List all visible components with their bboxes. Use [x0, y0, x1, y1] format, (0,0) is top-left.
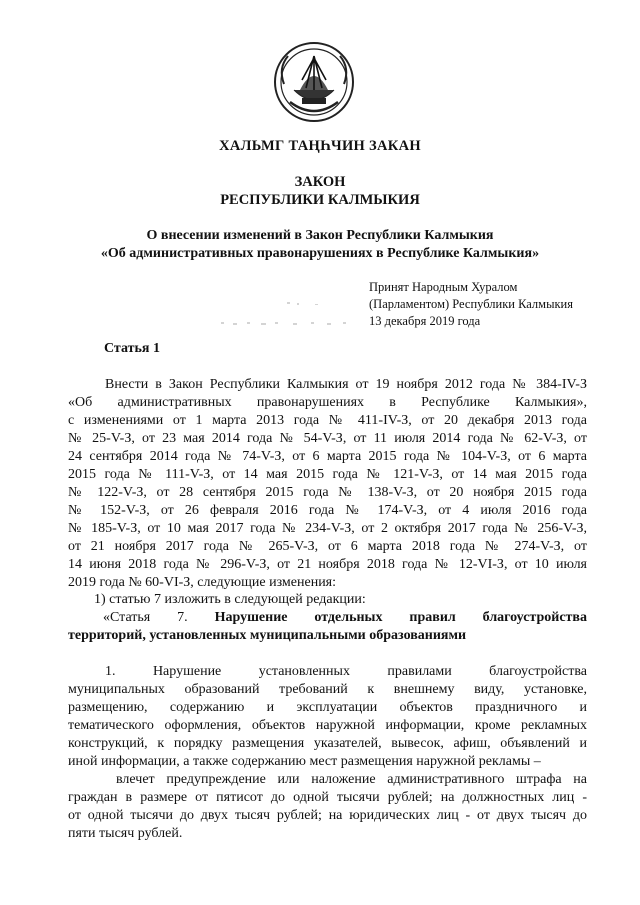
para1-line: муниципальных образований требований к внешнему виду, установке,: [68, 682, 587, 697]
kalmyk-law-title: ХАЛЬМГ ТАҢҺЧИН ЗАКАН: [219, 138, 421, 154]
intro-line: «Об административных правонарушениях в Республике Калмыкия»,: [68, 395, 587, 410]
para2-line: граждан в размере от пятисот до одной тысячи рублей; на должностных лиц -: [68, 790, 587, 805]
adoption-line: Принят Народным Хуралом: [369, 280, 518, 294]
law-title-line-2: «Об административных правонарушениях в Республике Калмыкия»: [100, 246, 540, 261]
intro-line: № 122-V-З, от 28 сентября 2015 года № 138-V-З, от 20 ноября 2015 года: [68, 485, 587, 500]
republic-heading: РЕСПУБЛИКИ КАЛМЫКИЯ: [220, 192, 420, 208]
intro-line: 14 июня 2018 года № 296-V-З, от 21 ноября 2018 года № 12-VI-З, от 10 июля: [68, 557, 587, 572]
adoption-line: (Парламентом) Республики Калмыкия: [369, 297, 573, 311]
intro-line: от 21 ноября 2017 года № 265-V-З, от 6 марта 2018 года № 274-V-З, от: [68, 539, 587, 554]
law-title-line-1: О внесении изменений в Закон Республики Калмыкия: [146, 228, 494, 243]
new-article-title-a: Нарушение отдельных правил благоустройства: [214, 610, 587, 625]
intro-line: Внести в Закон Республики Калмыкия от 19 ноября 2012 года № 384-IV-З: [105, 377, 587, 392]
para1-line: 1. Нарушение установленных правилами благоустройства: [105, 664, 587, 679]
new-article-title-b: территорий, установленных муниципальными образованиями: [68, 628, 467, 643]
intro-line: с изменениями от 1 марта 2013 года № 411-IV-З, от 20 декабря 2013 года: [68, 413, 587, 428]
new-article-title: [103, 609, 587, 627]
intro-line: 24 сентября 2014 года № 74-V-З, от 6 марта 2015 года № 104-V-З, от 6 марта: [68, 449, 587, 464]
intro-line: № 152-V-З, от 26 февраля 2016 года № 174-V-З, от 4 июля 2016 года: [68, 503, 587, 518]
para1-line: тематического оформления, объектов наружной информации, кроме рекламных: [68, 718, 587, 733]
para2-line: влечет предупреждение или наложение административного штрафа на: [116, 772, 587, 787]
intro-line: № 185-V-З, от 10 мая 2017 года № 234-V-З, от 2 октября 2017 года № 256-V-З,: [68, 521, 587, 536]
adoption-block: [369, 279, 573, 330]
para2-line: от одной тысячи до двух тысяч рублей; на юридических лиц - от двух тысяч до: [68, 808, 587, 823]
coat-of-arms-emblem: [272, 40, 356, 124]
para1-line: размещению, содержанию и эксплуатации объектов праздничного и: [68, 700, 587, 715]
intro-line: 2019 года № 60-VI-З, следующие изменения:: [68, 575, 337, 590]
article-1-heading: Статья 1: [104, 341, 160, 356]
intro-line: 2015 года № 111-V-З, от 14 мая 2015 года № 121-V-З, от 14 мая 2015 года: [68, 467, 587, 482]
faint-stamp-mark: [215, 300, 365, 330]
para1-line: конструкций, к порядку размещения указателей, вывесок, афиш, объявлений и: [68, 736, 587, 751]
intro-line: № 25-V-З, от 23 мая 2014 года № 54-V-З, от 11 июля 2014 года № 62-V-З, от: [68, 431, 587, 446]
para1-line: иной информации, а также содержанию мест размещения наружной рекламы –: [68, 754, 541, 769]
adoption-date: 13 декабря 2019 года: [369, 314, 481, 328]
law-heading: ЗАКОН: [294, 174, 346, 190]
para2-line: пяти тысяч рублей.: [68, 826, 183, 841]
new-article-prefix: «Статья 7.: [103, 610, 188, 625]
item-1: 1) статью 7 изложить в следующей редакции:: [94, 592, 366, 607]
